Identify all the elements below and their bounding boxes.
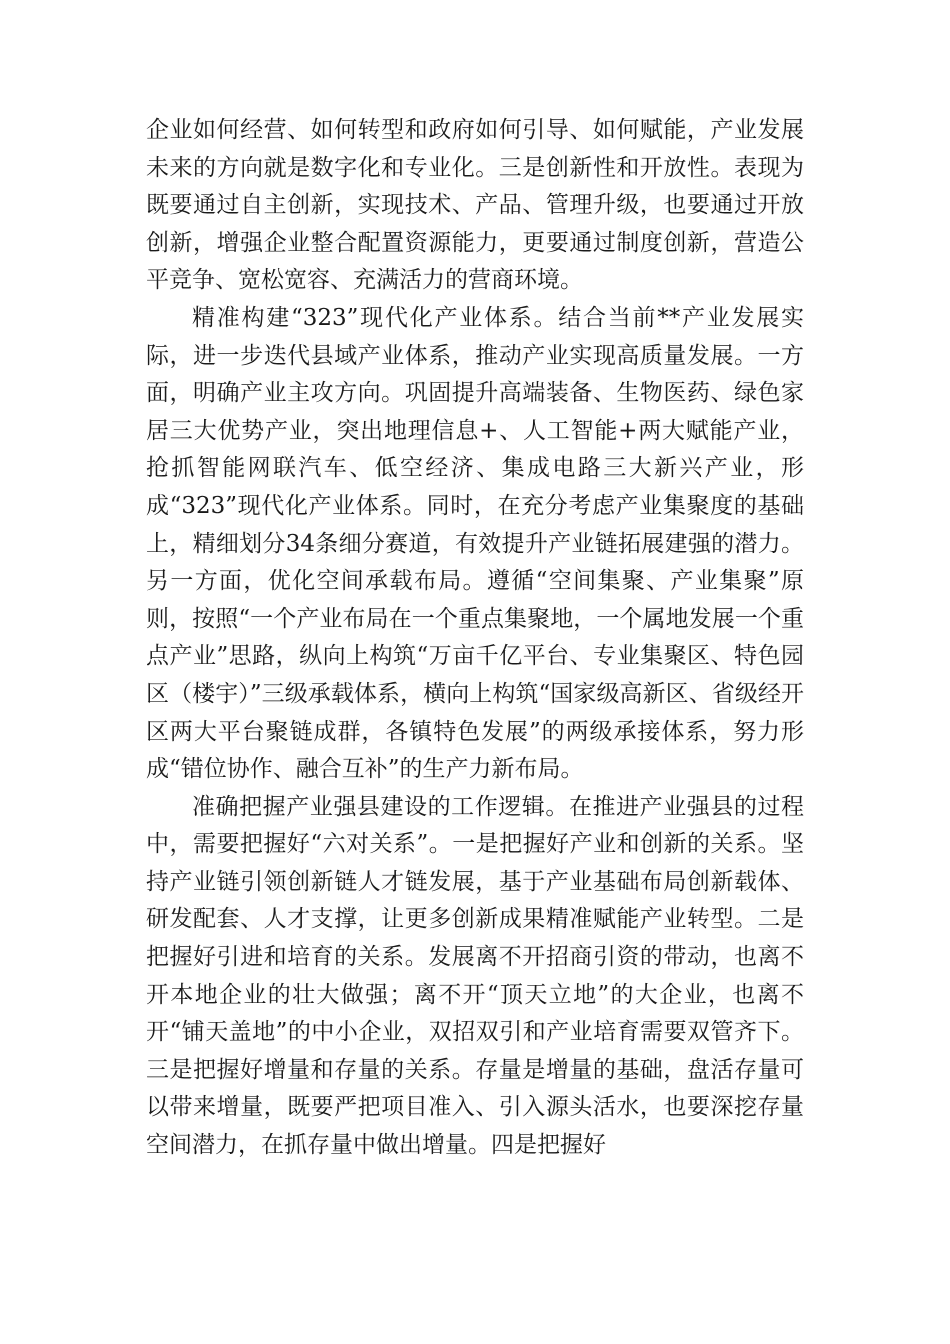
paragraph-work-logic: 准确把握产业强县建设的工作逻辑。在推进产业强县的过程中，需要把握好“六对关系”。一是把握好产业和创新的关系。坚持产业链引领创新链人才链发展，基于产业基础布局创新载体、研发配套、人才支撑，让更多创新成果精准赋能产业转型。二是把握好引进和培育的关系。发展离不开招商引资的带动，也离不开本地企业的壮大做强；离不开“顶天立地”的大企业，也离不开“铺天盖地”的中小企业，双招双引和产业培育需要双管齐下。三是把握好增量和存量的关系。存量是增量的基础，盘活存量可以带来增量，既要严把项目准入、引入源头活水，也要深挖存量空间潜力，在抓存量中做出增量。四是把握好 (146, 793, 804, 1159)
document-body (146, 112, 804, 1165)
paragraph-industry-system: 精准构建“323”现代化产业体系。结合当前**产业发展实际，进一步迭代县域产业体系，推动产业实现高质量发展。一方面，明确产业主攻方向。巩固提升高端装备、生物医药、绿色家居三大优势产业，突出地理信息+、人工智能+两大赋能产业，抢抓智能网联汽车、低空经济、集成电路三大新兴产业，形成“323”现代化产业体系。同时，在充分考虑产业集聚度的基础上，精细划分34条细分赛道，有效提升产业链拓展建强的潜力。另一方面，优化空间承载布局。遵循“空间集聚、产业集聚”原则，按照“一个产业布局在一个重点集聚地，一个属地发展一个重点产业”思路，纵向上构筑“万亩千亿平台、专业集聚区、特色园区（楼宇）”三级承载体系，横向上构筑“国家级高新区、省级经开区两大平台聚链成群，各镇特色发展”的两级承接体系，努力形成“错位协作、融合互补”的生产力新布局。 (146, 304, 804, 783)
paragraph-continuation: 企业如何经营、如何转型和政府如何引导、如何赋能，产业发展未来的方向就是数字化和专业化。三是创新性和开放性。表现为既要通过自主创新，实现技术、产品、管理升级，也要通过开放创新，增强企业整合配置资源能力，更要通过制度创新，营造公平竞争、宽松宽容、充满活力的营商环境。 (146, 117, 804, 294)
